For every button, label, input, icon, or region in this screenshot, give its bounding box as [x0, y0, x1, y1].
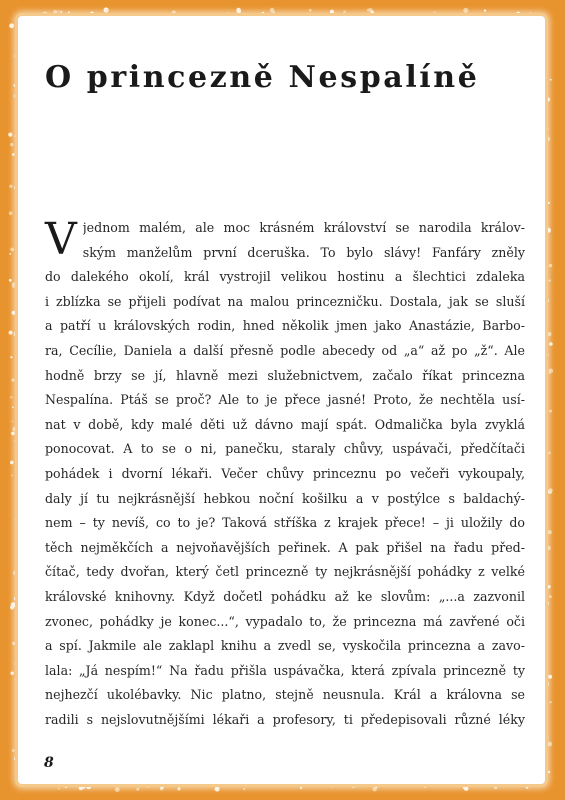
- text-line: hodně brzy se jí, hlavně mezi služebnictvem, začalo říkat princezna: [45, 367, 525, 383]
- text-line: ským manželům první dceruška. To bylo slávy! Fanfáry zněly: [82, 244, 525, 260]
- text-line: nem – ty nevíš, co to je? Taková stříška z krajek přece! – ji uložily do: [45, 515, 525, 531]
- text-line: zvonec, pohádky je konec...“, vypadalo to, že princezna má zavřené oči: [45, 613, 525, 629]
- text-line: nejhezčí ukolébavky. Nic platno, stejně neusnula. Král a královna se: [45, 687, 525, 703]
- text-line: daly jí tu nejkrásnější hebkou noční košilku a v postýlce s baldachý-: [45, 490, 525, 506]
- text-line: a patří u královských rodin, hned několik jmen jako Anastázie, Barbo-: [45, 318, 525, 334]
- story-text: [45, 216, 525, 732]
- text-line: jednom malém, ale moc krásném království se narodila králov-: [82, 220, 525, 235]
- text-line: nat v době, kdy malé děti už dávno mají spát. Odmalička byla zvyklá: [45, 416, 525, 432]
- text-line: a spí. Jakmile ale zaklapl knihu a zvedl se, vyskočila princezna a zavo-: [45, 638, 525, 654]
- text-line: Nespalína. Ptáš se proč? Ale to je přece jasné! Proto, že nechtěla usí-: [45, 392, 525, 408]
- text-line: lala: „Já nespím!“ Na řadu přišla uspávačka, která zpívala princezně ty: [45, 662, 525, 678]
- text-line: těch nejměkčích a nejvoňavějších peřinek. A pak přišel na řadu před-: [45, 539, 525, 555]
- text-line: královské knihovny. Když dočetl pohádku až ke slovům: „...a zazvonil: [45, 588, 525, 604]
- text-line: čítač, tedy dvořan, který četl princezně ty nejkrásnější pohádky z velké: [45, 564, 525, 580]
- text-line: pohádek i dvorní lékaři. Večer chůvy princeznu po večeři vykoupaly,: [45, 465, 525, 481]
- text-line: do dalekého okolí, král vystrojil velikou hostinu a šlechtici zdaleka: [45, 269, 525, 285]
- story-title: O princezně Nespalíně: [45, 60, 480, 95]
- text-line: i zblízka se přijeli podívat na malou princezničku. Dostala, jak se sluší: [45, 293, 525, 309]
- page-number: 8: [44, 755, 54, 771]
- text-line: ra, Cecílie, Daniela a další přesně podle abecedy od „a“ až po „ž“. Ale: [45, 342, 525, 358]
- text-line: ponocovat. A to se o ni, panečku, staraly chůvy, uspávači, předčítači: [45, 441, 525, 457]
- text-line: radili s nejslovutnějšími lékaři a profesory, ti předepisovali různé léky: [45, 711, 525, 727]
- drop-cap: V: [45, 214, 77, 265]
